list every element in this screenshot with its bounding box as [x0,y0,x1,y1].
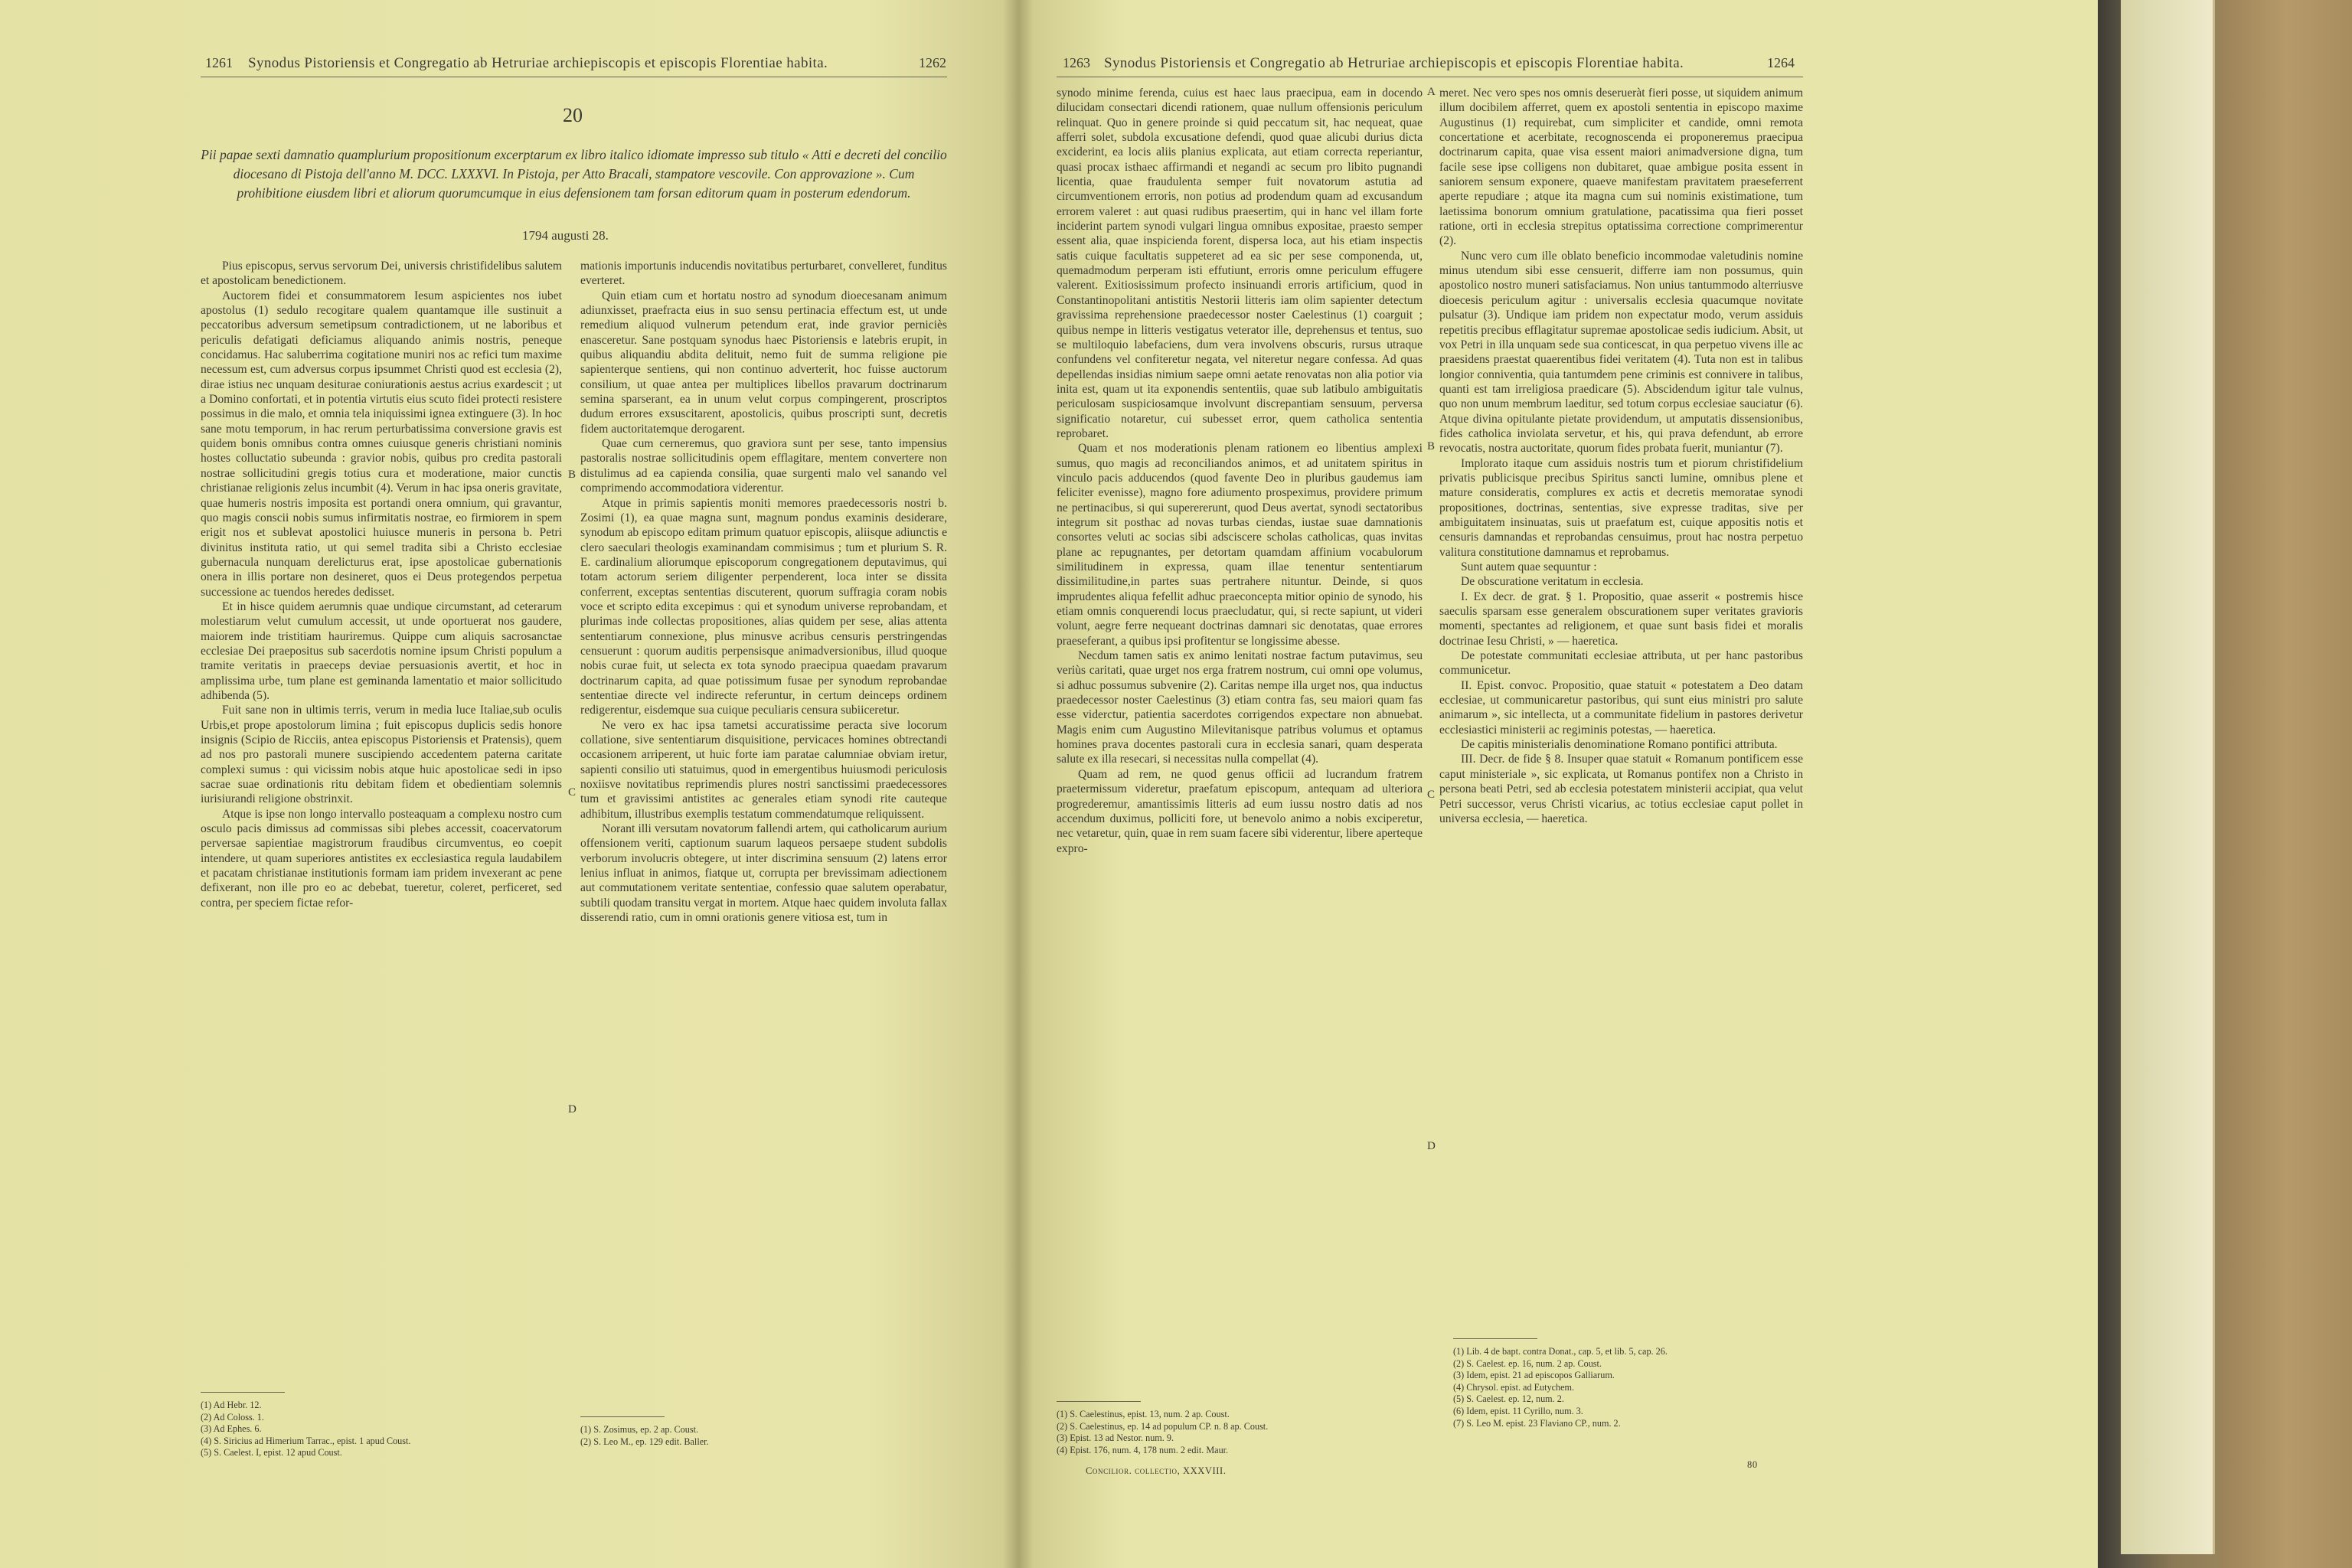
footnote: (6) Idem, epist. 11 Cyrillo, num. 3. [1453,1405,1583,1416]
paragraph: Nunc vero cum ille oblato beneficio incommodae valetudinis nomine minus utendum sibi esse censuerit, differre iam non possumus, quin apostolico nostro muneri satisfaciamus. Non unius tantummodo alterriusve dioecesis periculum agitur : universalis ecclesia quacumque novitate pulsatur (3). Undique iam pridem non expectatur modo, verum assiduis repetitis precibus efflagitatur supremae apostolicae sedis iudicium. Absit, ut vox Petri in illa unquam sede sua conticescat, in qua perpetuo vivens ille ac praesidens praestat quaerentibus fidei veritatem (4). Tuta non est in talibus longior conniventia, quia tantumdem pene criminis est connivere in talibus, quanti est tam irreligiosa praedicare (5). Abscidendum igitur tale vulnus, quo non unum membrum laeditur, sed totum corpus ecclesiae sauciatur (6). Atque divina opitulante pietate providendum, ut amputatis dissensionibus, fides catholica inviolata servetur, et his, qui prava defendunt, ab errore revocatis, nostra auctoritate, quorum fides probata fuerit, muniantur (7). [1439,249,1803,456]
footnote: (4) Epist. 176, num. 4, 178 num. 2 edit. Maur. [1057,1444,1229,1455]
paragraph: Quin etiam cum et hortatu nostro ad synodum dioecesanam animum adiunxisset, praefracta eius in suo sensu pertinacia effectum est, ut unde remedium aliquod vulnerum petendum erat, inde gravior perniciès enasceretur. Sane postquam synodus haec Pistoriensis e latebris erupit, in quibus aliquandiu abdita delituit, nemo fuit de summa religione pie sapienterque sentiens, qui non continuo adverterit, hoc fuisse auctorum consilium, ut quae antea per multiplices libellos pravarum doctrinarum semina sparserant, ea in unum velut corpus compingerent, proscriptos dudum errores exsuscitarent, apostolicis, quibus proscripti sunt, decretis fidem auctoritatemque derogarent. [580,289,947,436]
paragraph: Atque in primis sapientis moniti memores praedecessoris nostri b. Zosimi (1), ea quae magna sunt, magnum pondus examinis desiderare, synodum ab episcopo editam primum quatuor episcopis, aliisque adiunctis e clero saeculari theologis examinandam commisimus ; tum et plurium S. R. E. cardinalium aliorumque episcoporum congregationem deputavimus, qui totam actorum seriem diligenter perpenderent, loca inter se dissita conferrent, exceptas sententias discuterent, quorum suffragia coram nobis voce et scripto edita excepimus : qui et synodum universe reprobandam, et plurimas inde collectas propositiones, alias quidem per sese, alias attenta sententiarum connexione, plus minusve acribus censuris perstringendas censuerunt : quorum auditis perpensisque animadversionibus, illud quoque nobis curae fuit, ut selecta ex tota synodo praecipua quaedam pravarum doctrinarum capita, ad quae potissimum fusae per synodum reprobandae sententiae directe vel indirecte referuntur, in certum deinceps ordinem redigerentur, eisdemque sua cuique peculiaris censura subiiceretur. [580,496,947,717]
paragraph: Pius episcopus, servus servorum Dei, universis christifidelibus salutem et apostolicam benedictionem. [201,260,562,288]
article-number: 20 [563,104,583,126]
paragraph: Necdum tamen satis ex animo lenitati nostrae factum putavimus, seu veriùs caritati, quae urget nos erga fratrem nostrum, cui omni ope volumus, si adhuc possumus subvenire (2). Caritas nempe illa urget nos, qua inductus praedecessor noster Caelestinus (3) etiam contra fas, seu maiori quam fas esse viderctur, patientia sacerdotes corrigendos expectare non abnuebat. Magis enim cum Augustino Milevitanisque patribus volumus et optamus homines prava docentes pastorali cura in ecclesia sanari, quam desperata salute ex illa resecari, si necessitas nulla compellat (4). [1057,649,1423,766]
article-heading: Pii papae sexti damnatio quamplurium propositionum excerptarum ex libro italico idiomate impresso sub titulo « Atti e decreti del concilio diocesano di Pistoja dell'anno M. DCC. LXXXVI. In Pistoja, per Atto Bracali, stampatore vescovile. Con approvazione ». Cum prohibitione eiusdem libri et aliorum quorumcumque in eius defensionem tam forsan editorum quam in posterum edendorum. [201,147,947,201]
footnote: (1) Ad Hebr. 12. [201,1400,262,1410]
footnote-rule [580,1416,665,1417]
left-page-number-2: 1262 [919,55,946,70]
margin-letter-a: A [1427,86,1436,98]
paragraph: Sunt autem quae sequuntur : [1461,560,1597,573]
paragraph: De obscuratione veritatum in ecclesia. [1461,575,1644,589]
footnote: (3) Ad Ephes. 6. [201,1423,262,1435]
right-footnotes-1 [1057,1409,1268,1456]
book-gutter [1003,0,1034,1568]
paragraph: mationis importunis inducendis novitatibus perturbaret, convelleret, funditus everteret. [580,260,947,288]
article-date: 1794 augusti 28. [522,228,609,243]
left-running-head: Synodus Pistoriensis et Congregatio ab Hetruriae archiepiscopis et episcopis Florentiae habita. [248,55,828,71]
right-column-1 [1057,86,1423,856]
book-cover [2220,0,2352,1568]
paragraph: meret. Nec vero spes nos omnis deserueràt fieri posse, ut siquidem animum illum docibilem afferret, quem ex apostoli sententia in episcopo maxime Augustinus (1) requirebat, cum simpliciter et candide, omni remota concertatione et acerbitate, recognoscenda ei proponeremus praecipua doctrinarum capita, quae visa essent maiori animadversione digna, tum facile sese ipse colligens non dubitaret, quae ambigue posita essent in saniorem sensum exponere, quaeve manifestam pravitatem praeseferrent aperte repudiare ; atque ita magna cum sui nominis existimatione, tum laetissima bonorum omnium gratulatione, pacatissima qua fieri posset ratione, orti in ecclesia strepitus optatissima correctione comprimerentur (2). [1439,87,1803,248]
footnote: (1) S. Zosimus, ep. 2 ap. Coust. [580,1424,699,1435]
margin-letter-d: D [1427,1140,1436,1152]
paragraph: synodo minime ferenda, cuius est haec laus praecipua, eam in docendo dilucidam consectari dicendi rationem, quae nullum offensionis periculum relinquat. Quo in genere proinde si quid peccatum sit, hac nequeat, quae afferri solet, subdola excusatione defendi, quod quae alicubi durius dicta exciderint, ea locis aliis planius explicata, aut etiam correcta reperiantur, quasi procax isthaec affirmandi et negandi ac secum pro libito pugnandi licentia, quae fraudulenta semper fuit novatorum astutia ad circumventionem erroris, non potius ad prodendum quam ad excusandum errorem valeret : aut quasi rudibus praesertim, qui in hanc vel illam forte inciderint partem synodi vulgari lingua omnibus expositae, praesto semper essent alia, quae inspicienda forent, dispersa loca, aut his etiam inspectis satis cuique facultatis suppeteret ad ea sic per sese componenda, ut, quemadmodum perperam isti effutiunt, erroris omne periculum effugere valerent. Exitiosissimum profecto insinuandi erroris artificium, quod in Constantinopolitani antistitis Nestorii litteris iam olim sapienter detectum gravissima reprehensione praedecessor noster Caelestinus (1) coarguit ; quibus nempe in litteris vestigatus veterator ille, deprehensus et tentus, suo se multiloquio labefaciens, dum vera involvens obscuris, rursus utraque confundens vel confiteretur negata, vel niteretur negare confessa. Ad quas depellendas insidias nimium saepe omni aetate renovatas non alia potior via inita est, quam ut ita exponendis sententiis, quae sub latibulo ambiguitatis periculosam suspiciosamque involvunt discrepantiam sensuum, perversa significatio notaretur, cui subesset error, quem catholica sententia reprobaret. [1057,87,1423,440]
right-page [1018,0,2098,1568]
margin-letter-d: D [568,1103,577,1116]
page-edge [2121,0,2215,1554]
footnote: (5) S. Caelest. ep. 12, num. 2. [1453,1393,1564,1405]
footnote-rule [1057,1401,1141,1402]
paragraph: De capitis ministerialis denominatione Romano pontifici attributa. [1461,738,1778,752]
margin-letter-b: B [568,469,577,481]
paragraph: Quam ad rem, ne quod genus officii ad lucrandum fratrem praetermissum videretur, praefatum episcopum, antequam ad ulteriora progrederemur, amantissimis litteris ad eum iussu nostro datis ad nos accendum duximus, polliciti fore, ut benevolo animo a nobis exciperetur, nec vetaretur, quin, quae in rem suam facere sibi viderentur, libere aperteque expro- [1057,767,1423,855]
footnote: (3) Idem, epist. 21 ad episcopos Galliarum. [1453,1370,1615,1381]
paragraph: Fuit sane non in ultimis terris, verum in media luce Italiae,sub oculis Urbis,et prope apostolorum limina ; fuit episcopus duplicis sedis honore insignis (Scipio de Ricciis, antea episcopus Pistoriensis et Pratensis), quem ad nos pro pastorali munere suscipiendo accedentem paterna caritate complexi sumus : qui vicissim nobis atque huic apostolicae sedi in ipso sacrae suae ordinationis ritu debitam fidem et obedientiam solemnis iurisiurandi religione obstrinxit. [201,704,562,806]
footnote: (2) Ad Coloss. 1. [201,1411,264,1423]
paragraph: Ne vero ex hac ipsa tametsi accuratissime peracta sive locorum collatione, sive sententiarum disquisitione, pervicaces homines obtrectandi occasionem arriperent, ut huic forte iam paratae calumniae obviam iretur, sapienti consilio uti statuimus, quod in emergentibus huiusmodi periculosis noxiisve novitatibus reprimendis plures nostri sanctissimi praedecessores tum et gravissimi antistites ac generales etiam synodi rite cauteque adhibitum, illustribus exemplis testatum commendatumque reliquissent. [580,718,947,821]
paragraph: Et in hisce quidem aerumnis quae undique circumstant, ad ceterarum molestiarum velut cumulum accessit, ut unde oportuerat nos gaudere, maiorem inde tristitiam hauriremus. Quippe cum aliquis sacrosanctae ecclesiae Dei praepositus sub sacerdotis nomine ipsum Christi populum a tramite veritatis in praeceps deviae persuasionis avertit, et hoc in amplissima urbe, tum plane est geminanda lamentatio et maior sollicitudo adhibenda (5). [201,599,562,702]
book-edge [2098,0,2352,1568]
footnote-rule [1453,1338,1537,1339]
right-page-number-1: 1263 [1063,55,1090,70]
paragraph: Quae cum cerneremus, quo graviora sunt per sese, tanto impensius pastoralis nostrae sollicitudinis opem efflagitare, mentem convertere non distulimus ad ea capienda consilia, quae surgenti malo vel sanando vel comprimendo accommodatiora viderentur. [580,437,947,495]
right-running-head: Synodus Pistoriensis et Congregatio ab Hetruriae archiepiscopis et episcopis Florentiae habita. [1104,55,1684,71]
margin-letter-b: B [1427,440,1436,452]
right-column-2 [1439,86,1803,826]
footnote: (7) S. Leo M. epist. 23 Flaviano CP., num. 2. [1453,1417,1621,1429]
left-page-number-1: 1261 [205,55,233,70]
right-page-number-2: 1264 [1767,55,1795,70]
footnote-rule [201,1392,285,1393]
footnote: (4) S. Siricius ad Himerium Tarrac., epist. 1 apud Coust. [201,1435,411,1446]
right-footnotes-2 [1453,1346,1668,1429]
footnote: (2) S. Caelestinus, ep. 14 ad populum CP. n. 8 ap. Coust. [1057,1420,1269,1432]
footnote: (4) Chrysol. epist. ad Eutychem. [1453,1381,1575,1393]
footnote: (2) S. Leo M., ep. 129 edit. Baller. [580,1436,709,1447]
footnote: (3) Epist. 13 ad Nestor. num. 9. [1057,1432,1174,1444]
left-page [0,0,1018,1568]
footnote: (5) S. Caelest. I, epist. 12 apud Coust. [201,1447,342,1459]
left-column-2 [580,259,947,925]
margin-letter-c: C [568,786,577,799]
paragraph: Atque is ipse non longo intervallo posteaquam a complexu nostro cum osculo pacis dimissus ad commissas sibi plebes accessit, coacervatorum perversae sapientiae magistrorum fraudibus circumventus, eo coepit intendere, ut quam superiores antistites ex ecclesiastica regula laudabilem et pacatam christianae institutionis formam iam pridem invexerant ac pene defixerant, non ille pro eo ac debebat, tueretur, coleret, perficeret, sed contra, per speciem fictae refor- [201,807,562,910]
paragraph: II. Epist. convoc. Propositio, quae statuit « potestatem a Deo datam ecclesiae, ut communicaretur pastoribus, qui sunt eius ministri pro salute animarum », sic intellecta, ut a communitate fidelium in pastores derivetur ecclesiastici ministerii ac regiminis potestas, — haeretica. [1439,678,1803,737]
paragraph: Auctorem fidei et consummatorem Iesum aspicientes nos iubet apostolus (1) sedulo recogitare qualem quantamque ille sustinuit a peccatoribus adversum semetipsum contradictionem, ut ne laboribus et periculis defatigati deficiamus aliquando animis nostris, peneque concidamus. Hac saluberrima cogitatione muniri nos ac refici tum maxime necessum est, cum adversus corpus ipsummet Christi quod est ecclesia (2), dirae istius nec unquam desiturae coniurationis aestus acrius exardescit ; ut a Domino confortati, et in potentia virtutis eius scuto fidei protecti resistere possimus in die malo, et omnia tela iniquissimi ignea extinguere (3). In hoc sane motu temporum, in hac rerum perturbatissima conversione gravis est quidem bonis omnibus contra omnes cuiusque generis christiani nominis hostes colluctatio subeunda : gravior nobis, quibus pro credita pastorali nostrae sollicitudini gregis totius cura et moderatione, maior cunctis christianae religionis zelus incumbit (4). Verum in hac ipsa oneris gravitate, quae humeris nostris imposita est portandi onera omnium, qui gravantur, quo magis conscii nobis sumus infirmitatis nostrae, eo firmiorem in spem erigit nos et sublevat apostolici huiusce muneris in persona b. Petri divinitus instituta ratio, ut qui semel tradita sibi a Christo ecclesiae gubernacula nunquam derelicturus erat, ipse apostolicae gubernationis onera in illis portare non desineret, quos ei Deus protegendos perpetua successione ac tuendos heredes dedisset. [201,289,562,599]
paragraph: De potestate communitati ecclesiae attributa, ut per hanc pastoribus communicetur. [1439,649,1803,678]
footnote: (1) S. Caelestinus, epist. 13, num. 2 ap. Coust. [1057,1409,1230,1419]
paragraph: Quam et nos moderationis plenam rationem eo libentius amplexi sumus, quo magis ad reconciliandos animos, et ad unitatem spiritus in vinculo pacis adducendos (quod favente Deo in pluribus gaudemus iam feliciter evenisse), magno fore adiumento prospeximus, providere primum ne pertinacibus, si qui superererunt, quod Deus avertat, synodi sectatoribus integrum sit posthac ad novas turbas ciendas, iustae suae damnationis consortes veluti ac socias sibi adsciscere scholas catholicas, quas invitas plane ac repugnantes, per detortam quamdam affinium vocabulorum similitudinem in expressa, quam illae tenentur sententiarum dissimilitudine,in partes suas pertrahere nituntur. Deinde, si quos imprudentes aliqua fefellit adhuc praeconcepta mitior opinio de synodo, his etiam omnis conquerendi locus praecludatur, qui, si recte sapiunt, ut videri volunt, aegre ferre nequeant doctrinas damnari sic denotatas, quae errores praeseferant, a quibus ipsi profitentur se longissime abesse. [1057,442,1423,648]
paragraph: III. Decr. de fide § 8. Insuper quae statuit « Romanum pontificem esse caput ministeriale », sic explicata, ut Romanus pontifex non a Christo in persona beati Petri, sed ab ecclesia potestatem ministerii accipiat, qua velut Petri successor, verus Christi vicarius, ac totius ecclesiae caput pollet in universa ecclesia, — haeretica. [1439,753,1803,825]
paragraph: Norant illi versutam novatorum fallendi artem, qui catholicarum aurium offensionem veriti, captionum suarum laqueos persaepe student subdolis verborum involucris obtegere, ut inter discrimina sensuum (2) latens error lenius influat in animos, fiatque ut, corrupta per brevissimam adiectionem aut commutationem veritate sententiae, confessio quae salutem operabatur, subtili quodam transitu vergat in mortem. Atque haec quidem involuta fallax disserendi ratio, cum in omni orationis genere vitiosa est, tum in [580,822,947,925]
footnote: (2) S. Caelest. ep. 16, num. 2 ap. Coust. [1453,1357,1602,1369]
footnote: (1) Lib. 4 de bapt. contra Donat., cap. 5, et lib. 5, cap. 26. [1453,1346,1668,1357]
signature-mark: Concilior. collectio, XXXVIII. [1086,1465,1227,1476]
paragraph: I. Ex decr. de grat. § 1. Propositio, quae asserit « postremis hisce saeculis sparsam esse generalem obscurationem super veritates gravioris momenti, spectantes ad religionem, et quae sunt basis fidei et moralis doctrinae Iesu Christi, » — haeretica. [1439,590,1803,648]
left-footnotes-1 [201,1400,410,1459]
paragraph: Implorato itaque cum assiduis nostris tum et piorum christifidelium privatis publicisque precibus Spiritus sancti lumine, omnibus plene et mature consideratis, complures ex actis et decretis memoratae synodi propositiones, doctrinas, sententias, sive expresse traditas, sive per ambiguitatem insinuatas, suis ut praefatum est, cuique appositis notis et censuris damnandas et reprobandas censuimus, prout hac nostra perpetuo valitura constitutione damnamus et reprobamus. [1439,456,1803,559]
margin-letter-c: C [1427,789,1436,801]
signature-number: 80 [1747,1459,1758,1470]
left-column-1 [201,259,562,910]
left-footnotes-2 [580,1424,709,1448]
